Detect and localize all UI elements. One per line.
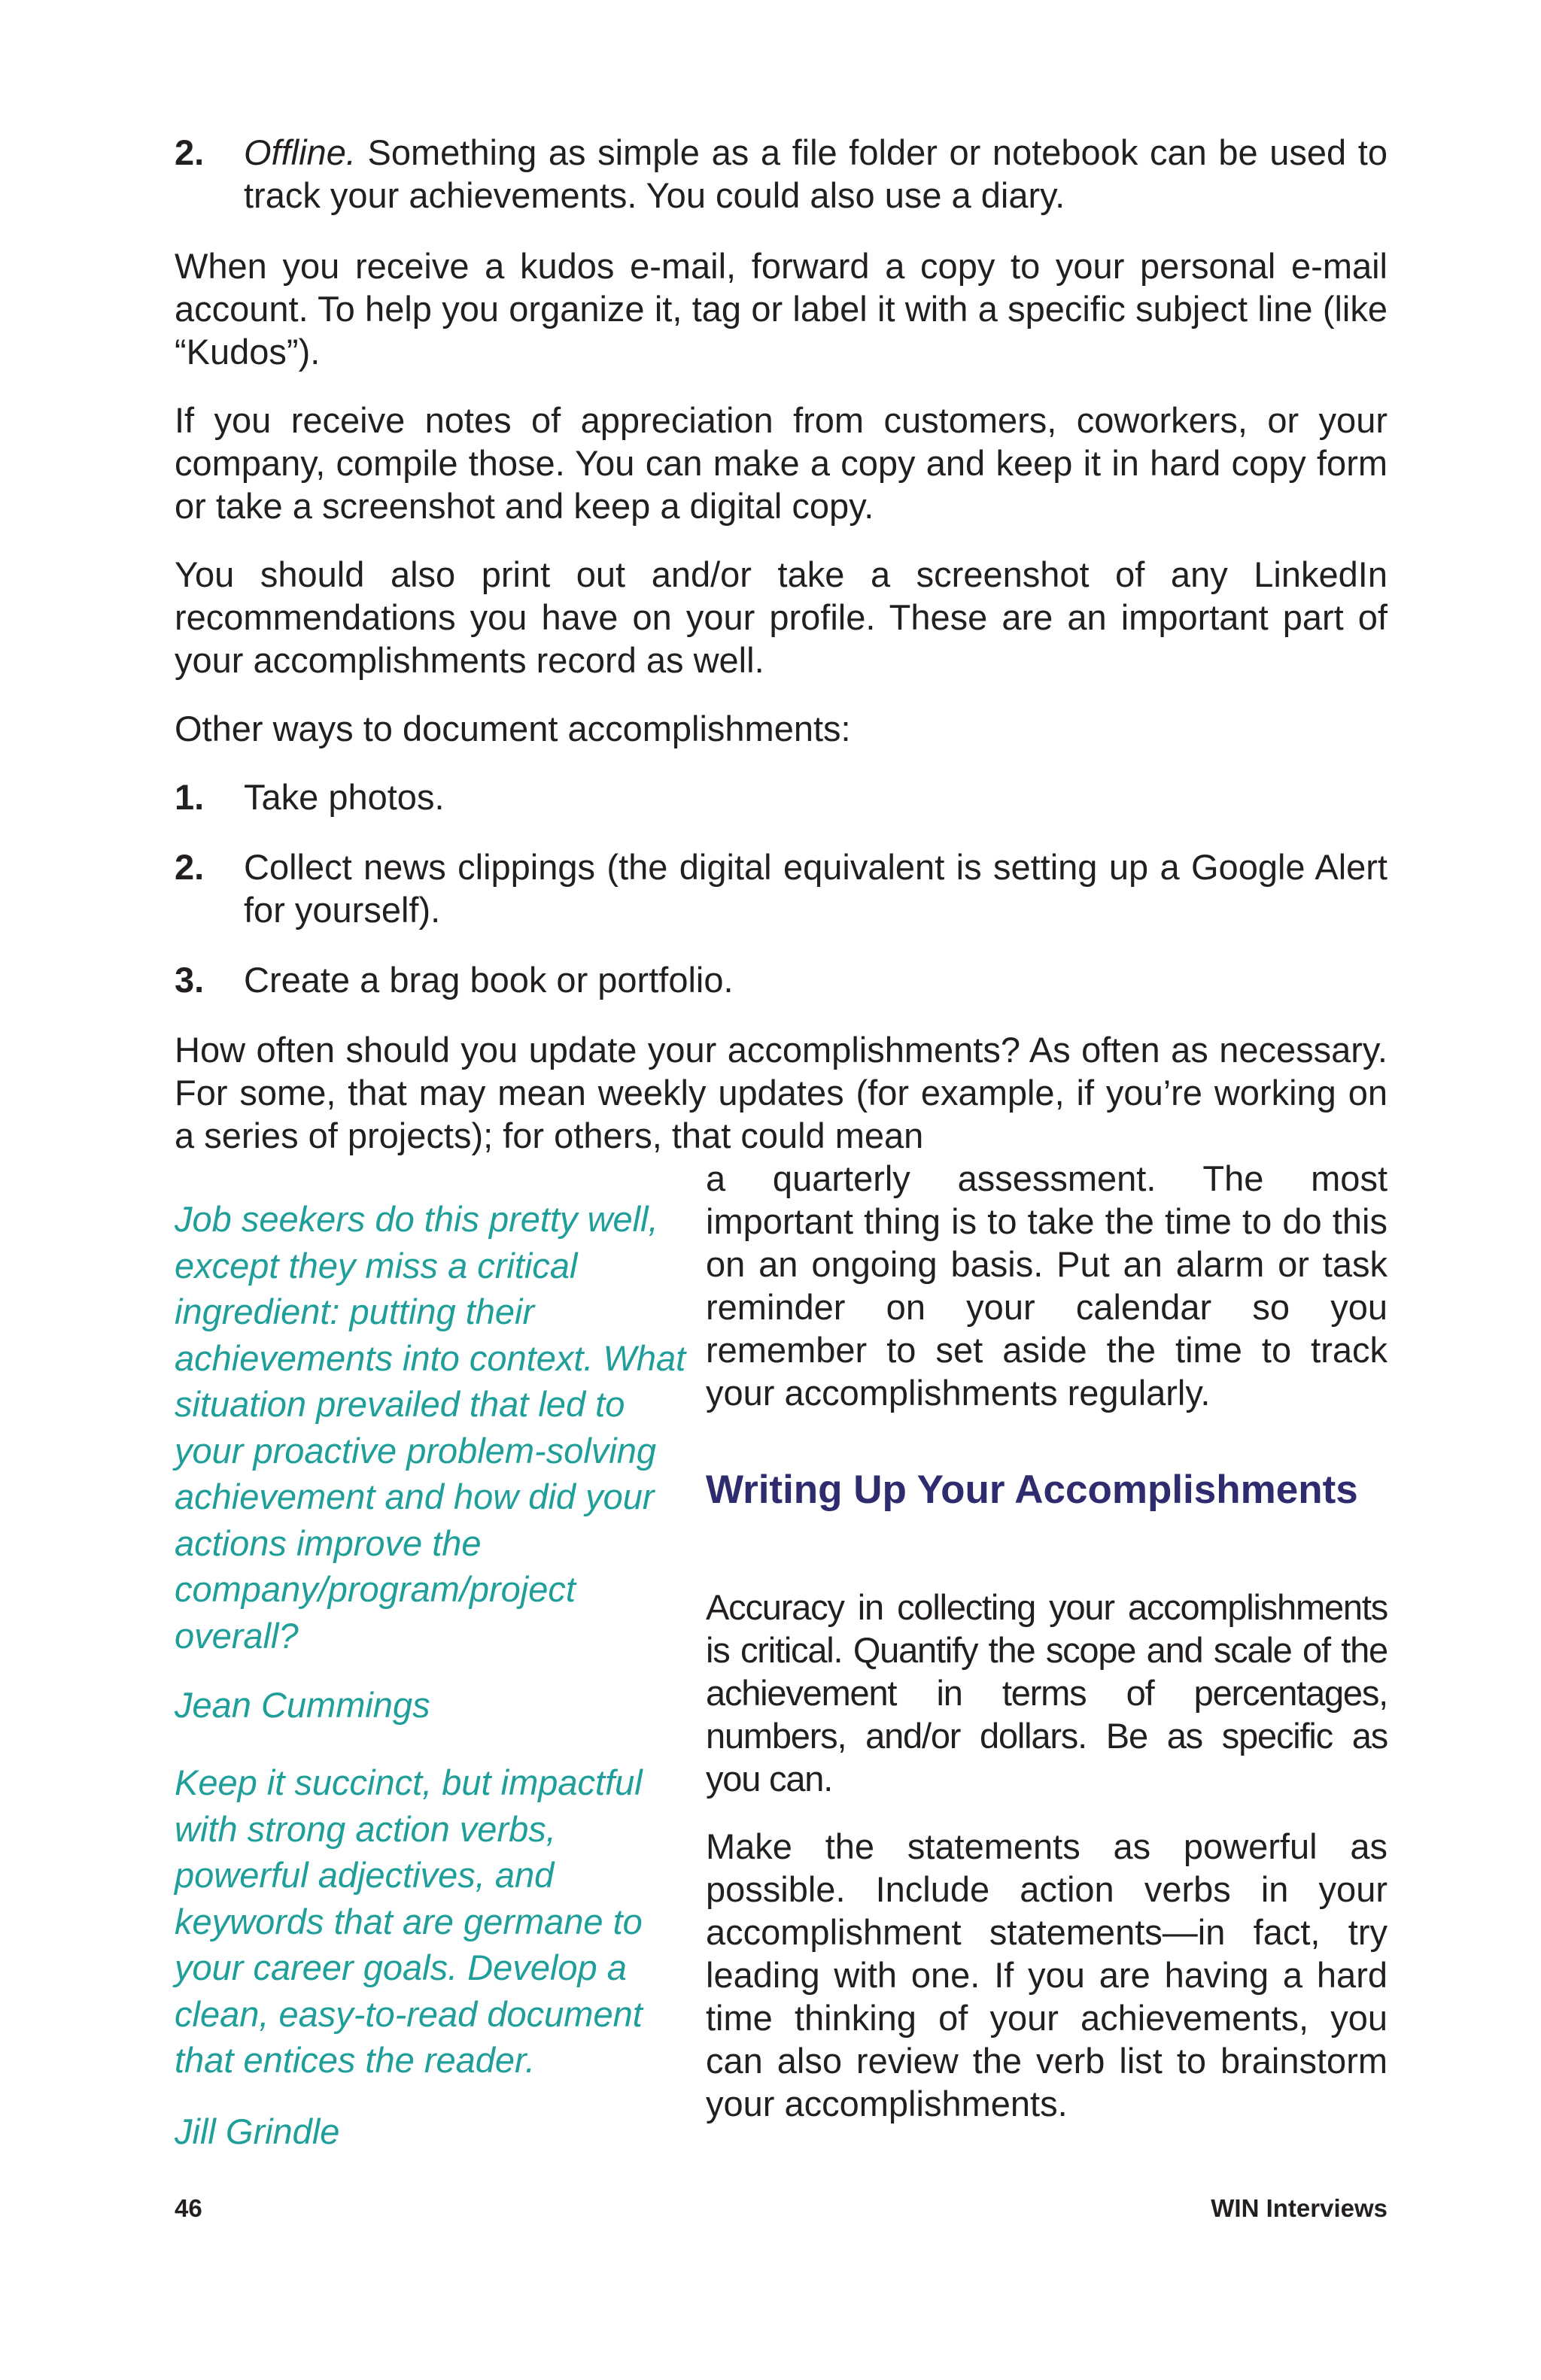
quote-author-jill-grindle: Jill Grindle [175,2111,340,2151]
list-item-body: Something as simple as a file folder or notebook can be used to track your achievements. You could also use a diary. [244,132,1388,215]
paragraph-accuracy: Accuracy in collecting your accomplishments is critical. Quantify the scope and scale of the achievement in terms of percentages, numbers, and/or dollars. Be as specific as you can. [706,1587,1388,1799]
list-number: 3. [175,960,205,1000]
list-item-label: Offline. [244,132,356,172]
page-number: 46 [175,2194,202,2222]
list-text [244,131,1388,217]
list-text: Create a brag book or portfolio. [244,960,734,1000]
list-number: 2. [175,132,205,172]
paragraph-other-ways: Other ways to document accomplishments: [175,709,851,748]
paragraph-how-often-continued: a quarterly assessment. The most important thing is to take the time to do this on an ongoing basis. Put an alarm or task reminder on your calendar so you remember to set aside the time to track your accomplishments regularly. [706,1158,1388,1413]
list-text: Take photos. [244,777,445,817]
list-number: 2. [175,847,205,887]
paragraph-how-often: How often should you update your accomplishments? As often as necessary. For some, that may mean weekly updates (for example, if you’re working on a series of projects); for others, that could mean [175,1030,1388,1155]
list-item-brag-book [175,958,1388,1001]
list-item-offline [175,131,1388,217]
list-item-photos [175,776,1388,818]
paragraph-linkedin: You should also print out and/or take a screenshot of any LinkedIn recommendations you have on your profile. These are an important part of your accomplishments record as well. [175,554,1388,680]
paragraph-powerful-statements: Make the statements as powerful as possible. Include action verbs in your accomplishment statements—in fact, try leading with one. If you are having a hard time thinking of your achievements, you can also review the verb list to brainstorm your accomplishments. [706,1826,1388,2123]
quote-jill-grindle: Keep it succinct, but impactful with strong action verbs, powerful adjectives, and keywords that are germane to your career goals. Develop a clean, easy-to-read document that entices the reader. [175,1762,643,2080]
list-text: Collect news clippings (the digital equivalent is setting up a Google Alert for yourself). [244,847,1388,930]
running-footer-title: WIN Interviews [1211,2194,1388,2222]
list-number: 1. [175,777,205,817]
quote-author-jean-cummings: Jean Cummings [175,1685,430,1725]
paragraph-kudos: When you receive a kudos e-mail, forward a copy to your personal e-mail account. To help you organize it, tag or label it with a specific subject line (like “Kudos”). [175,246,1388,372]
quote-jean-cummings: Job seekers do this pretty well, except they miss a critical ingredient: putting their achievements into context. What situation prevailed that led to your proactive problem-solving achievement and how did your actions improve the company/program/project overall? [175,1199,686,1656]
paragraph-appreciation-notes: If you receive notes of appreciation from customers, coworkers, or your company, compile those. You can make a copy and keep it in hard copy form or take a screenshot and keep a digital copy. [175,400,1388,526]
list-item-clippings [175,845,1388,931]
section-heading: Writing Up Your Accomplishments [706,1468,1358,1512]
